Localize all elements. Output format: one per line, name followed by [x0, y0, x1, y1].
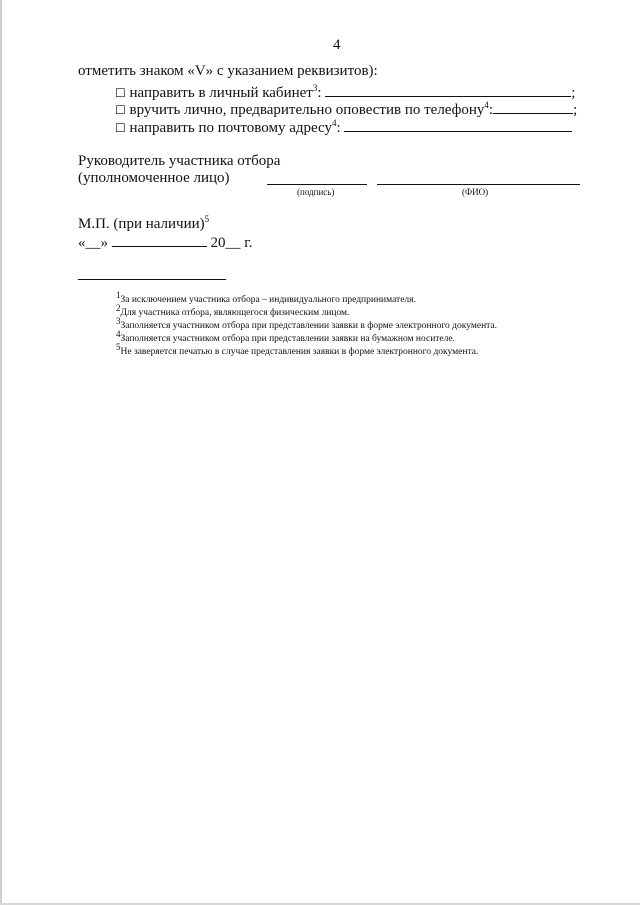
footnote-ref: 4	[484, 100, 489, 110]
fill-line[interactable]	[325, 82, 571, 97]
checkbox-icon[interactable]: ☐	[115, 86, 126, 100]
footnote-3: $^3$Заполняется участником отбора при представлении заявки в форме электронного документа.	[116, 315, 498, 331]
date-line: «__» 20__ г.	[78, 232, 252, 252]
footnote-ref: 5	[204, 214, 210, 224]
option-label: направить в личный кабинет	[129, 85, 313, 101]
signer-subtitle: (уполномоченное лицо)	[78, 170, 230, 186]
scan-edge-left	[0, 0, 2, 905]
intro-text: отметить знаком «V» с указанием реквизитов):	[78, 63, 378, 79]
footnote-ref: 3	[312, 83, 318, 93]
footnote-separator	[78, 279, 226, 280]
stamp-label: М.П. (при наличии)$^5$	[78, 214, 210, 232]
caption-signature: (подпись)	[297, 187, 335, 197]
footnote-ref: 4	[331, 118, 337, 128]
checkbox-icon[interactable]: ☐	[115, 121, 126, 135]
fill-line[interactable]	[493, 99, 573, 114]
name-line[interactable]	[377, 170, 580, 185]
fill-line[interactable]	[344, 117, 572, 132]
caption-name: (ФИО)	[462, 187, 489, 197]
option-label: направить по почтовому адресу	[129, 120, 332, 136]
option-label: вручить лично, предварительно оповестив по телефону	[129, 102, 485, 118]
option-deliver-personally: ☐ вручить лично, предварительно оповестив по телефону$^4$: ;	[115, 100, 578, 118]
footnote-5: $^5$Не заверяется печатью в случае представления заявки в форме электронного документа.	[116, 341, 479, 357]
option-postal-address: ☐ направить по почтовому адресу$^4$:	[115, 117, 572, 137]
signer-title: Руководитель участника отбора	[78, 153, 281, 169]
date-fill-line[interactable]	[112, 232, 207, 247]
signature-line[interactable]	[267, 170, 367, 185]
page-number: 4	[333, 37, 341, 53]
footnote-2: $^2$Для участника отбора, являющегося физическим лицом.	[116, 302, 350, 318]
footnote-1: $^1$За исключением участника отбора – индивидуального предпринимателя.	[116, 289, 416, 305]
checkbox-icon[interactable]: ☐	[115, 103, 126, 117]
footnote-4: $^4$Заполняется участником отбора при представлении заявки на бумажном носителе.	[116, 328, 455, 344]
option-personal-cabinet: ☐ направить в личный кабинет$^3$: ;	[115, 83, 576, 101]
